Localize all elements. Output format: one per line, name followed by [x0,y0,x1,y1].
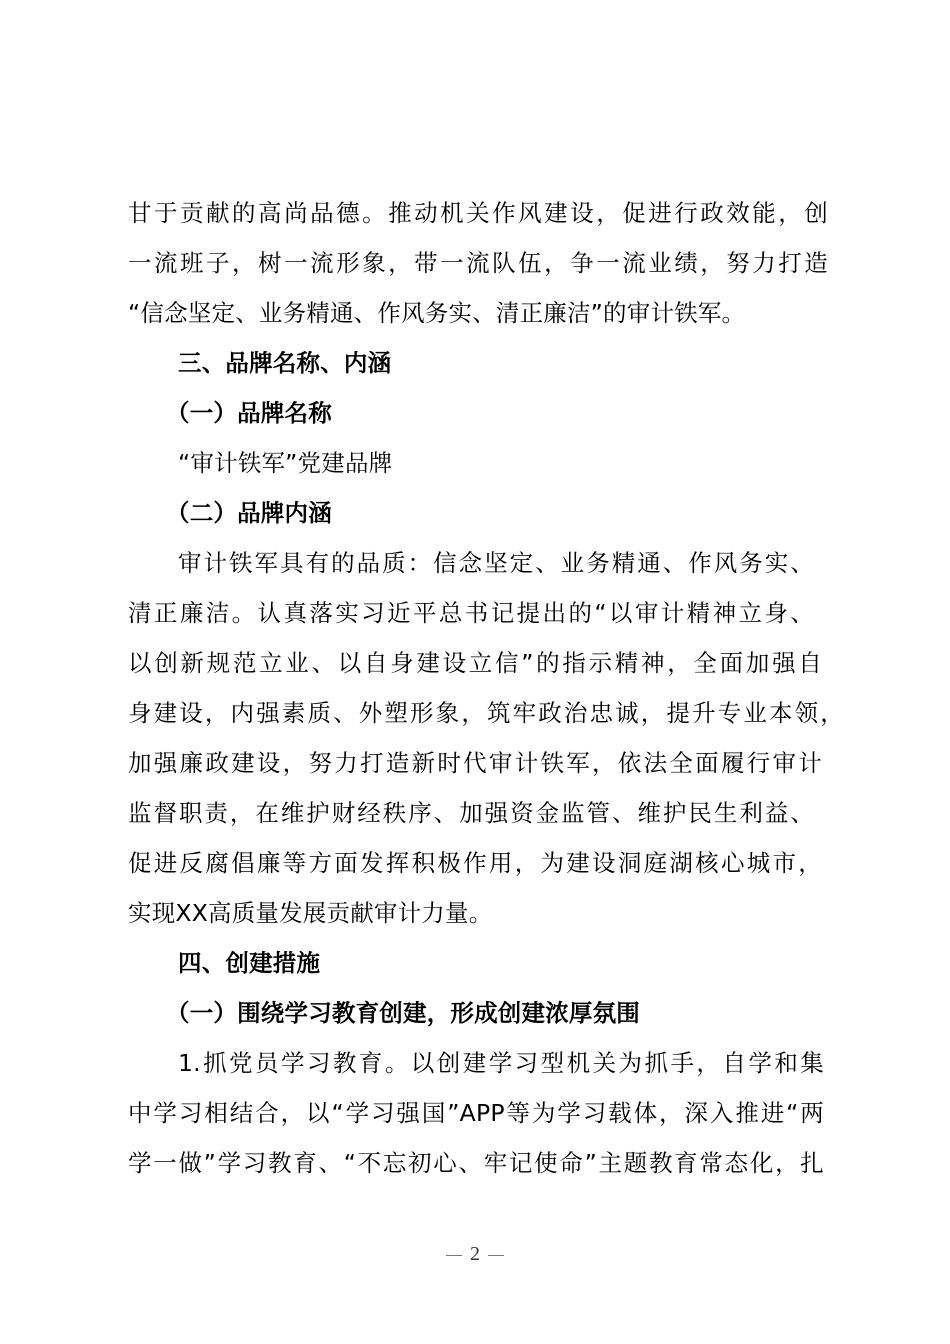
body-text-line: “审计铁军”党建品牌 [178,449,393,477]
body-text-line: “信念坚定、业务精通、作风务实、清正廉洁”的审计铁军。 [128,299,746,327]
page-number: 2 [470,1243,480,1265]
body-text-line: 促进反腐倡廉等方面发挥积极作用，为建设洞庭湖核心城市， [128,849,822,877]
body-text-line: 加强廉政建设，努力打造新时代审计铁军，依法全面履行审计 [128,749,822,777]
subsection-heading: （一）品牌名称 [166,399,332,427]
body-text-line: 清正廉洁。认真落实习近平总书记提出的“以审计精神立身、 [128,599,814,627]
body-text-line: 审计铁军具有的品质：信念坚定、业务精通、作风务实、 [178,549,814,577]
section-heading: 三、品牌名称、内涵 [178,349,392,377]
footer-dash-left [446,1255,462,1256]
body-text-line: 甘于贡献的高尚品德。推动机关作风建设，促进行政效能，创 [128,199,828,227]
body-text-line: 1.抓党员学习教育。以创建学习型机关为抓手，自学和集 [178,1049,824,1077]
section-heading: 四、创建措施 [178,949,321,977]
body-text-line: 一流班子，树一流形象，带一流队伍，争一流业绩，努力打造 [128,249,828,277]
subsection-heading: （二）品牌内涵 [166,499,332,527]
footer-dash-right [488,1255,504,1256]
body-text-line: 监督职责，在维护财经秩序、加强资金监管、维护民生利益、 [128,799,814,827]
page-footer [0,1243,950,1266]
body-text-line: 以创新规范立业、以自身建设立信”的指示精神，全面加强自 [128,649,822,677]
subsection-heading: （一）围绕学习教育创建，形成创建浓厚氛围 [166,999,640,1027]
body-text-line: 实现XX高质量发展贡献审计力量。 [128,899,493,927]
body-text-line: 中学习相结合，以“学习强国”APP等为学习载体，深入推进“两 [128,1099,824,1127]
body-text-line: 学一做”学习教育、“不忘初心、牢记使命”主题教育常态化，扎 [128,1149,824,1177]
body-text-line: 身建设，内强素质、外塑形象，筑牢政治忠诚，提升专业本领， [128,699,844,727]
